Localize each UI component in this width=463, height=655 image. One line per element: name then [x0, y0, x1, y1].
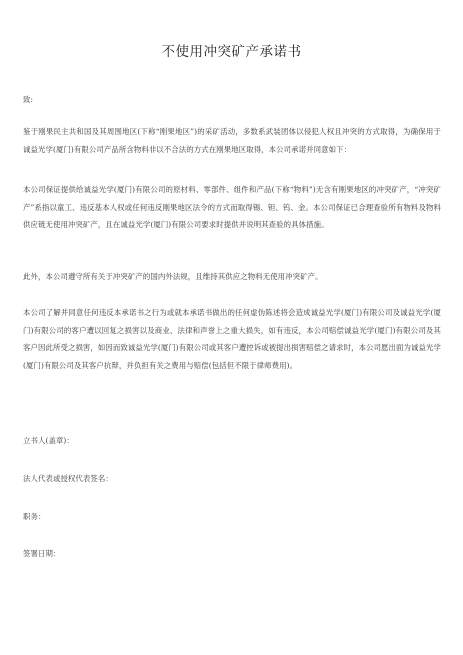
position-field: [23, 508, 441, 526]
paragraph-3: [23, 268, 441, 286]
paragraph-text: 本公司了解并同意任何违反本承诺书之行为或就本承诺书做出的任何虚伪陈述将会造成诚益光学(厦门)有限公司及诚益光学(厦门)有限公司的客户遭以回复之损害以及商业、法律和声誉上之重大损失，如有违反，本公司赔偿诚益光学(厦门)有限公司及其客户因此所受之损害，如因而致诚益光学(厦门)有限公司或其客户遭控诉或被提出损害赔偿之请求时，本公司愿出面为诚益光学(厦门)有限公司及其客户抗辩，并负担有关之费用与赔偿(包括但不限于律师费用)。: [23, 308, 441, 370]
document-title: 不使用冲突矿产承诺书: [161, 44, 302, 60]
salutation-text: 致:: [23, 95, 34, 104]
field-label: 法人代表或授权代表签名：: [23, 474, 113, 483]
signing-date-field: [23, 545, 441, 563]
paragraph-4: [23, 304, 441, 374]
field-label: 立书人(盖章)：: [23, 436, 74, 445]
salutation: [23, 91, 441, 109]
field-label: 职务：: [23, 512, 46, 521]
paragraph-text: 本公司保证提供给诚益光学(厦门)有限公司的原材料、零部件、组件和产品(下称“物料”)无含有刚果地区的冲突矿产，“冲突矿产”系指以童工、违反基本人权或任何违反刚果地区法令的方式而取得锡、钽、钨、金。本公司保证已合理查验所有物料及物料供应链无使用冲突矿产，且在诚益光学(厦门)有限公司要求时提供并说明其查验的具体措施。: [23, 185, 441, 229]
representative-signature-field: [23, 470, 441, 488]
paragraph-2: [23, 181, 441, 234]
paragraph-text: 此外，本公司遵守所有关于冲突矿产的国内外法规，且维持其供应之物料无使用冲突矿产。: [23, 272, 323, 281]
paragraph-1: [23, 123, 441, 158]
signatory-seal-field: [23, 432, 441, 450]
paragraph-text: 鉴于刚果民主共和国及其周围地区(下称“刚果地区”)的采矿活动，多数系武装团体以侵犯人权且冲突的方式取得，为确保用于诚益光学(厦门)有限公司产品所含物料非以不合法的方式在刚果地区取得，本公司承诺并同意如下：: [23, 127, 441, 154]
field-label: 签署日期：: [23, 549, 61, 558]
